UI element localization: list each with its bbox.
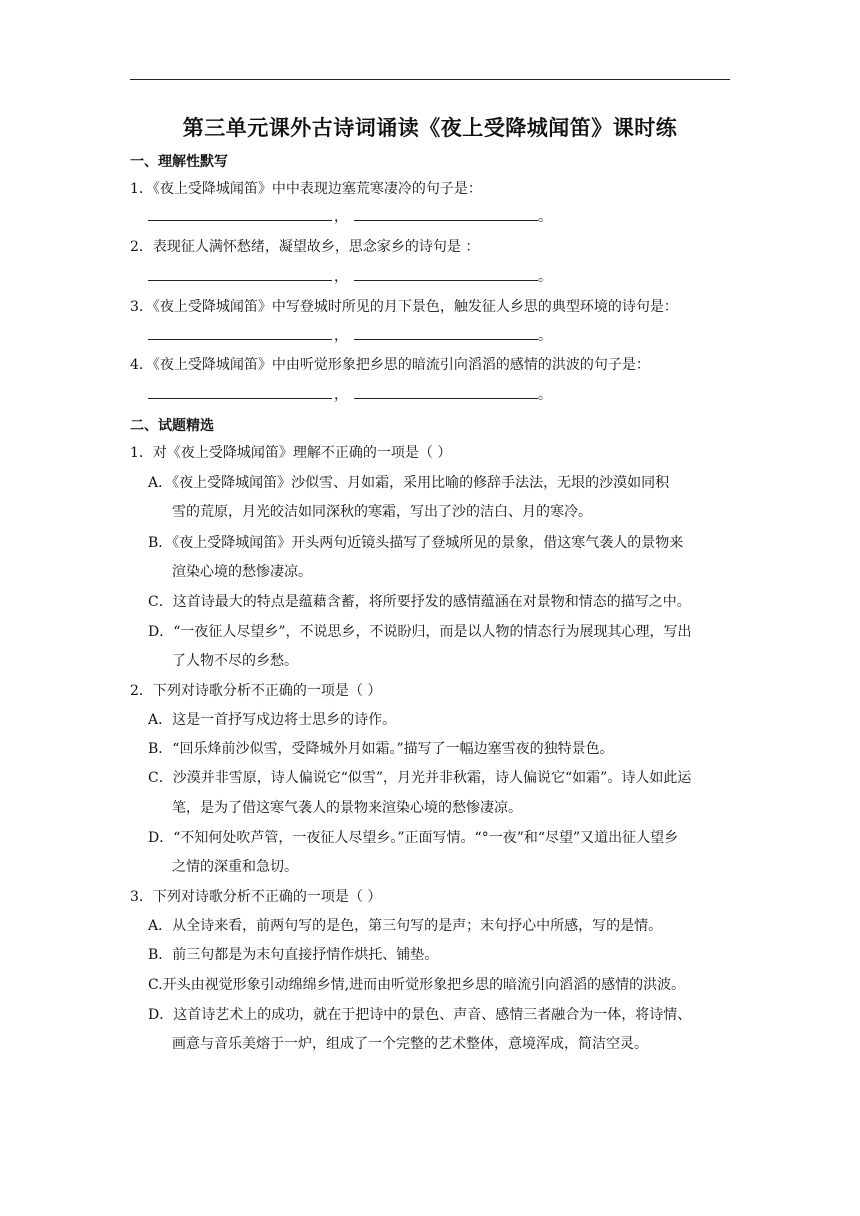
- mc-question-3-stem: 3．下列对诗歌分析不正确的一项是（ ）: [130, 889, 382, 905]
- question-text: 表现征人满怀愁绪，凝望故乡，思念家乡的诗句是 ：: [152, 239, 480, 255]
- answer-blank[interactable]: [148, 208, 332, 221]
- answer-blanks-2: ， 。: [148, 268, 552, 286]
- mc-q2-option-c-cont: 笔，是为了借这寒气袭人的景物来渲染心境的愁惨凄凉。: [172, 800, 522, 816]
- mc-q3-option-d[interactable]: D．这首诗艺术上的成功，就在于把诗中的景色、声音、感情三者融合为一体，将诗情、: [148, 1007, 692, 1023]
- answer-blanks-4: ， 。: [148, 386, 552, 404]
- header-rule: [130, 79, 730, 80]
- mc-q1-option-a[interactable]: A．《夜上受降城闻笛》沙似雪、月如霜，采用比喻的修辞手法法，无垠的沙漠如同积: [148, 475, 670, 491]
- mc-q1-option-b-cont: 渲染心境的愁惨凄凉。: [172, 564, 312, 580]
- mc-q1-option-c[interactable]: C．这首诗最大的特点是蕴藉含蓄，将所要抒发的感情蕴涵在对景物和情态的描写之中。: [148, 594, 691, 610]
- mc-q3-option-d-cont: 画意与音乐美熔于一炉，组成了一个完整的艺术整体，意境浑成，简洁空灵。: [172, 1036, 648, 1052]
- page-title: 第三单元课外古诗词诵读《夜上受降城闻笛》课时练: [182, 116, 678, 140]
- answer-blank[interactable]: [148, 386, 332, 399]
- section-heading-2: 二、试题精选: [130, 418, 214, 434]
- mc-question-1-stem: 1．对《夜上受降城闻笛》理解不正确的一项是（ ）: [130, 445, 452, 461]
- question-number: 2．: [130, 239, 153, 255]
- answer-blank[interactable]: [354, 327, 538, 340]
- mc-q2-option-d-cont: 之情的深重和急切。: [172, 859, 298, 875]
- mc-q3-option-c[interactable]: C.开头由视觉形象引动绵绵乡情,进而由听觉形象把乡思的暗流引向滔滔的感情的洪波。: [148, 977, 686, 993]
- fill-question-2: [130, 238, 479, 256]
- mc-q3-option-a[interactable]: A．从全诗来看，前两句写的是色，第三句写的是声；末句抒心中所感，写的是情。: [148, 918, 663, 934]
- question-number: 1．: [130, 181, 153, 197]
- question-number: 4．: [130, 357, 153, 373]
- fill-question-1: [130, 180, 482, 198]
- section-heading-1: 一、理解性默写: [130, 154, 228, 170]
- answer-blank[interactable]: [148, 327, 332, 340]
- answer-blanks-1: ， 。: [148, 208, 552, 226]
- fill-question-4: [130, 356, 650, 374]
- answer-blank[interactable]: [354, 386, 538, 399]
- question-text: 《夜上受降城闻笛》中写登城时所见的月下景色，触发征人乡思的典型环境的诗句是：: [152, 299, 678, 315]
- question-text: 《夜上受降城闻笛》中中表现边塞荒寒凄冷的句子是：: [152, 181, 482, 197]
- mc-q2-option-b[interactable]: B．“回乐烽前沙似雪，受降城外月如霜。”描写了一幅边塞雪夜的独特景色。: [148, 741, 614, 757]
- mc-q2-option-a[interactable]: A．这是一首抒写戍边将士思乡的诗作。: [148, 712, 397, 728]
- mc-q3-option-b[interactable]: B．前三句都是为末句直接抒情作烘托、铺垫。: [148, 947, 439, 963]
- answer-blank[interactable]: [354, 208, 538, 221]
- mc-q1-option-a-cont: 雪的荒原，月光皎洁如同深秋的寒霜，写出了沙的洁白、月的寒冷。: [172, 504, 592, 520]
- answer-blanks-3: ， 。: [148, 327, 552, 345]
- mc-q1-option-d[interactable]: D．“一夜征人尽望乡”，不说思乡，不说盼归，而是以人物的情态行为展现其心理，写出: [148, 624, 692, 640]
- answer-blank[interactable]: [148, 268, 332, 281]
- fill-question-3: [130, 298, 678, 316]
- answer-blank[interactable]: [354, 268, 538, 281]
- mc-q1-option-d-cont: 了人物不尽的乡愁。: [172, 653, 298, 669]
- mc-q2-option-c[interactable]: C．沙漠并非雪原，诗人偏说它“似雪”，月光并非秋霜，诗人偏说它“如霜”。诗人如此运: [148, 770, 692, 786]
- mc-q2-option-d[interactable]: D．“不知何处吹芦管，一夜征人尽望乡。”正面写情。“°一夜”和“尽望”又道出征人望乡: [148, 830, 679, 846]
- question-number: 3．: [130, 299, 153, 315]
- mc-q1-option-b[interactable]: B．《夜上受降城闻笛》开头两句近镜头描写了登城所见的景象，借这寒气袭人的景物来: [148, 535, 684, 551]
- question-text: 《夜上受降城闻笛》中由听觉形象把乡思的暗流引向滔滔的感情的洪波的句子是：: [152, 357, 650, 373]
- mc-question-2-stem: 2．下列对诗歌分析不正确的一项是（ ）: [130, 683, 382, 699]
